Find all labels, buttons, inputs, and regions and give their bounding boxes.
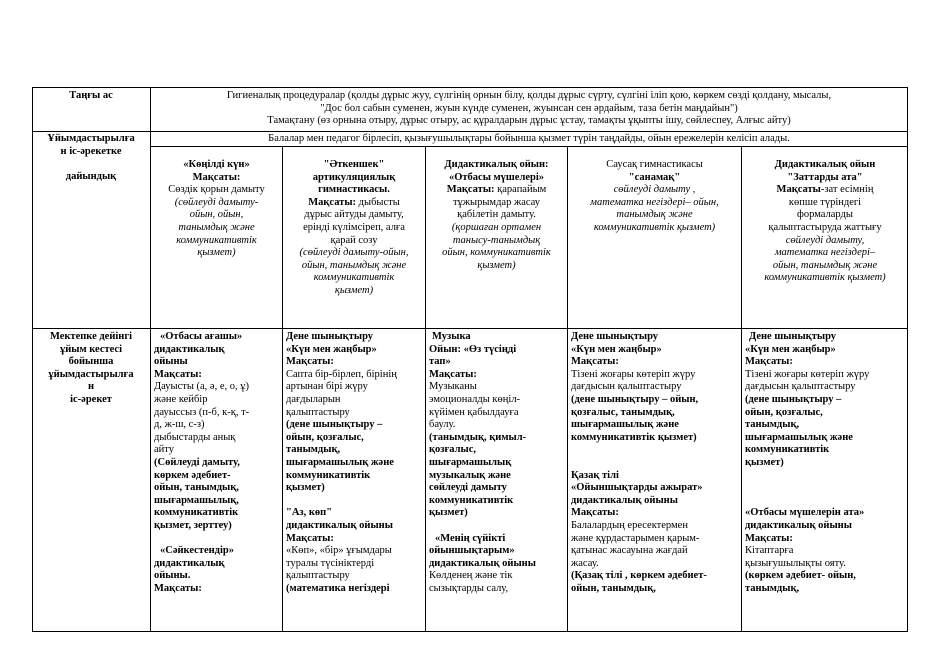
- prep-cell-2: "Әткеншек" артикуляциялық гимнастикасы. Мақсаты: дыбысты дұрыс айтуды дамыту, еріндi күлімсіреп, алға қарай созу (сөйлеуді дамыту-ойын, ойын, танымдық және коммуникативтік қызмет): [299, 159, 409, 296]
- row-label-preparation: Ұйымдастырылға н іс-әрекетке дайындық: [47, 133, 135, 182]
- row-label-organized-activity: Мектепке дейінгі ұйым кестесі бойынша ұйымдастырылға н іс-әрекет: [48, 331, 134, 405]
- column-divider: [425, 146, 426, 632]
- table-border-left: [32, 87, 33, 632]
- row-divider: [32, 328, 908, 329]
- column-divider: [282, 146, 283, 632]
- preparation-intro: Балалар мен педагог бірлесіп, қызығушылықтары бойынша қызмет түрін таңдайды, ойын ережелерін келісіп алады.: [268, 133, 790, 144]
- prep-cell-1: «Көңілді күн» Мақсаты: Сөздік қорын дамыту (сөйлеуді дамыту- ойын, ойын, танымдық және коммуникативтік қызмет): [168, 159, 265, 259]
- prep-cell-3: Дидактикалық ойын: «Отбасы мүшелері» Мақсаты: қарапайым тұжырымдар жасау қабілетін дамыту. (қоршаған ортамен танысу-танымдық ойын, коммуникативтік қызмет): [442, 159, 551, 271]
- row-divider: [150, 146, 908, 147]
- activity-cell-1: «Отбасы ағашы» дидактикалық ойыны Мақсаты: Дауысты (а, ә, е, о, ұ) және кейбір дауыссыз (п-б, к-қ, т- д, ж-ш, с-з) дыбыстарды анық айту (Сөйлеуді дамыту, көркем әдебиет- ойын, танымдық, шығармашылық, коммуникативтік қызмет, зерттеу) «Сәйкестендір» дидактикалық ойыны. Мақсаты:: [154, 331, 250, 594]
- prep-cell-4: Саусақ гимнастикасы "санамақ" сөйлеуді дамыту , математка негіздері– ойын, танымдық және коммуникативтік қызмет): [590, 159, 719, 233]
- activity-cell-2: Дене шынықтыру «Күн мен жаңбыр» Мақсаты: Сапта бір-бірлеп, бірінің артынан бірі жүру дағдыларын қалыптастыру (дене шынықтыру – ойын, қозғалыс, танымдық, шығармашылық және коммуникативтік қызмет) "Аз, көп" дидактикалық ойыны Мақсаты: «Көп», «бір» ұғымдары туралы түсініктерді қалыптастыру (математика негіздері: [286, 331, 397, 594]
- column-divider: [741, 146, 742, 632]
- column-divider: [150, 87, 151, 632]
- prep-cell-5: Дидактикалық ойын "Заттарды ата" Мақсаты-зат есімнің көпше түріндегі формаларды қалыптастыруда жаттығу сөйлеуді дамыту, математка негіздері– ойын, танымдық және коммуникативтік қызмет): [764, 159, 886, 284]
- table-border-bottom: [32, 631, 908, 632]
- table-border-top: [32, 87, 908, 88]
- row-divider: [32, 131, 908, 132]
- column-divider: [567, 146, 568, 632]
- table-border-right: [907, 87, 908, 632]
- activity-cell-5: Дене шынықтыру «Күн мен жаңбыр» Мақсаты: Тізені жоғары көтеріп жүру дағдысын қалыптастыру (дене шынықтыру – ойын, қозғалыс, танымдық, шығармашылық және коммуникативтік қызмет) «Отбасы мүшелерін ата» дидактикалық ойыны Мақсаты: Кітаптарға қызығушылықты ояту. (көркем әдебиет- ойын, танымдық,: [745, 331, 870, 594]
- activity-cell-4: Дене шынықтыру «Күн мен жаңбыр» Мақсаты: Тізені жоғары көтеріп жүру дағдысын қалыптастыру (дене шынықтыру – ойын, қозғалыс, танымдық, шығармашылық және коммуникативтік қызмет) Қазақ тілі «Ойыншықтарды ажырат» дидактикалық ойыны Мақсаты: Балалардың ересектермен және құрдастарымен қарым- қатынас жасауына жағдай жасау. (Қазақ тілі , көркем әдебиет- ойын, танымдық,: [571, 331, 707, 594]
- activity-cell-3: Музыка Ойын: «Өз түсіңді тап» Мақсаты: Музыканы эмоционалды көңіл- күйімен қабылдауға баулу. (танымдық, қимыл- қозғалыс, шығармашылық музыкалық және сөйлеуді дамыту коммуникативтік қызмет) «Менің сүйікті ойыншықтарым» дидактикалық ойыны Көлденең және тік сызықтарды салу,: [429, 331, 536, 594]
- morning-routine-text: Гигиеналық процедуралар (қолды дұрыс жуу, сүлгінің орнын білу, қолды дұрыс сүрту, сүлгіні іліп қою, көркем сөзді қолдану, мысалы, "Дос бол сабын суменен, жуын күнде суменен, жуынсан сен әрдайым, таза бетін маңдайын") Тамақтану (өз орнына отыру, дұрыс отыру, ас құралдарын дұрыс ұстау, тамақты ұқыпты ішу, сөйлеспеу, Алғыс айту): [226, 90, 832, 127]
- schedule-table: [32, 87, 908, 632]
- row-label-morning: Таңғы ас: [69, 90, 113, 101]
